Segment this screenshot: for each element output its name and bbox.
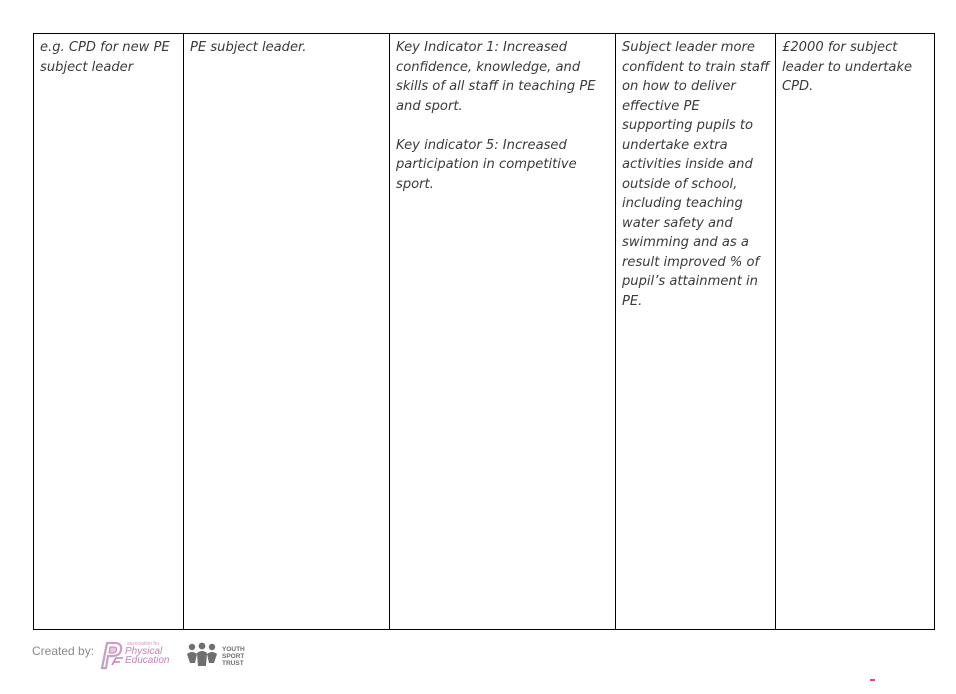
youth-sport-trust-logo bbox=[185, 642, 255, 672]
yst-logo-line3: TRUST bbox=[222, 660, 244, 667]
afpe-logo-line2: Education bbox=[125, 655, 170, 666]
cost-text: £2000 for subject leader to undertake CPD. bbox=[782, 40, 913, 94]
action-text: e.g. CPD for new PE subject leader bbox=[40, 40, 170, 75]
impact-cell bbox=[616, 34, 776, 630]
afpe-pe-logo-icon bbox=[99, 640, 125, 670]
who-text: PE subject leader. bbox=[190, 40, 307, 55]
accent-mark bbox=[870, 679, 875, 681]
action-cell bbox=[34, 34, 184, 630]
key-indicator-1-text: Key Indicator 1: Increased confidence, knowledge, and skills of all staff in teaching PE and sport. bbox=[396, 40, 596, 114]
key-indicator-cell bbox=[390, 34, 616, 630]
afpe-logo bbox=[99, 640, 181, 672]
cost-cell bbox=[776, 34, 935, 630]
key-indicator-5-text: Key indicator 5: Increased participation in competitive sport. bbox=[396, 137, 577, 192]
youth-sport-trust-logo-icon bbox=[185, 642, 219, 670]
table-row bbox=[34, 34, 935, 630]
yst-logo-line2: SPORT bbox=[222, 653, 245, 660]
impact-text: Subject leader more confident to train staff on how to deliver effective PE supporting pupils to undertake extra activities inside and outside of school, including teaching water safety and swimming and as a result improved % of pupil’s attainment in PE. bbox=[622, 40, 770, 309]
afpe-logo-small-text: association for bbox=[127, 641, 160, 647]
pe-funding-table bbox=[33, 33, 935, 630]
afpe-logo-line1: Physical bbox=[125, 646, 163, 657]
yst-logo-line1: YOUTH bbox=[222, 646, 245, 653]
who-cell bbox=[184, 34, 390, 630]
footer bbox=[32, 640, 332, 674]
created-by-label: Created by: bbox=[32, 644, 95, 658]
